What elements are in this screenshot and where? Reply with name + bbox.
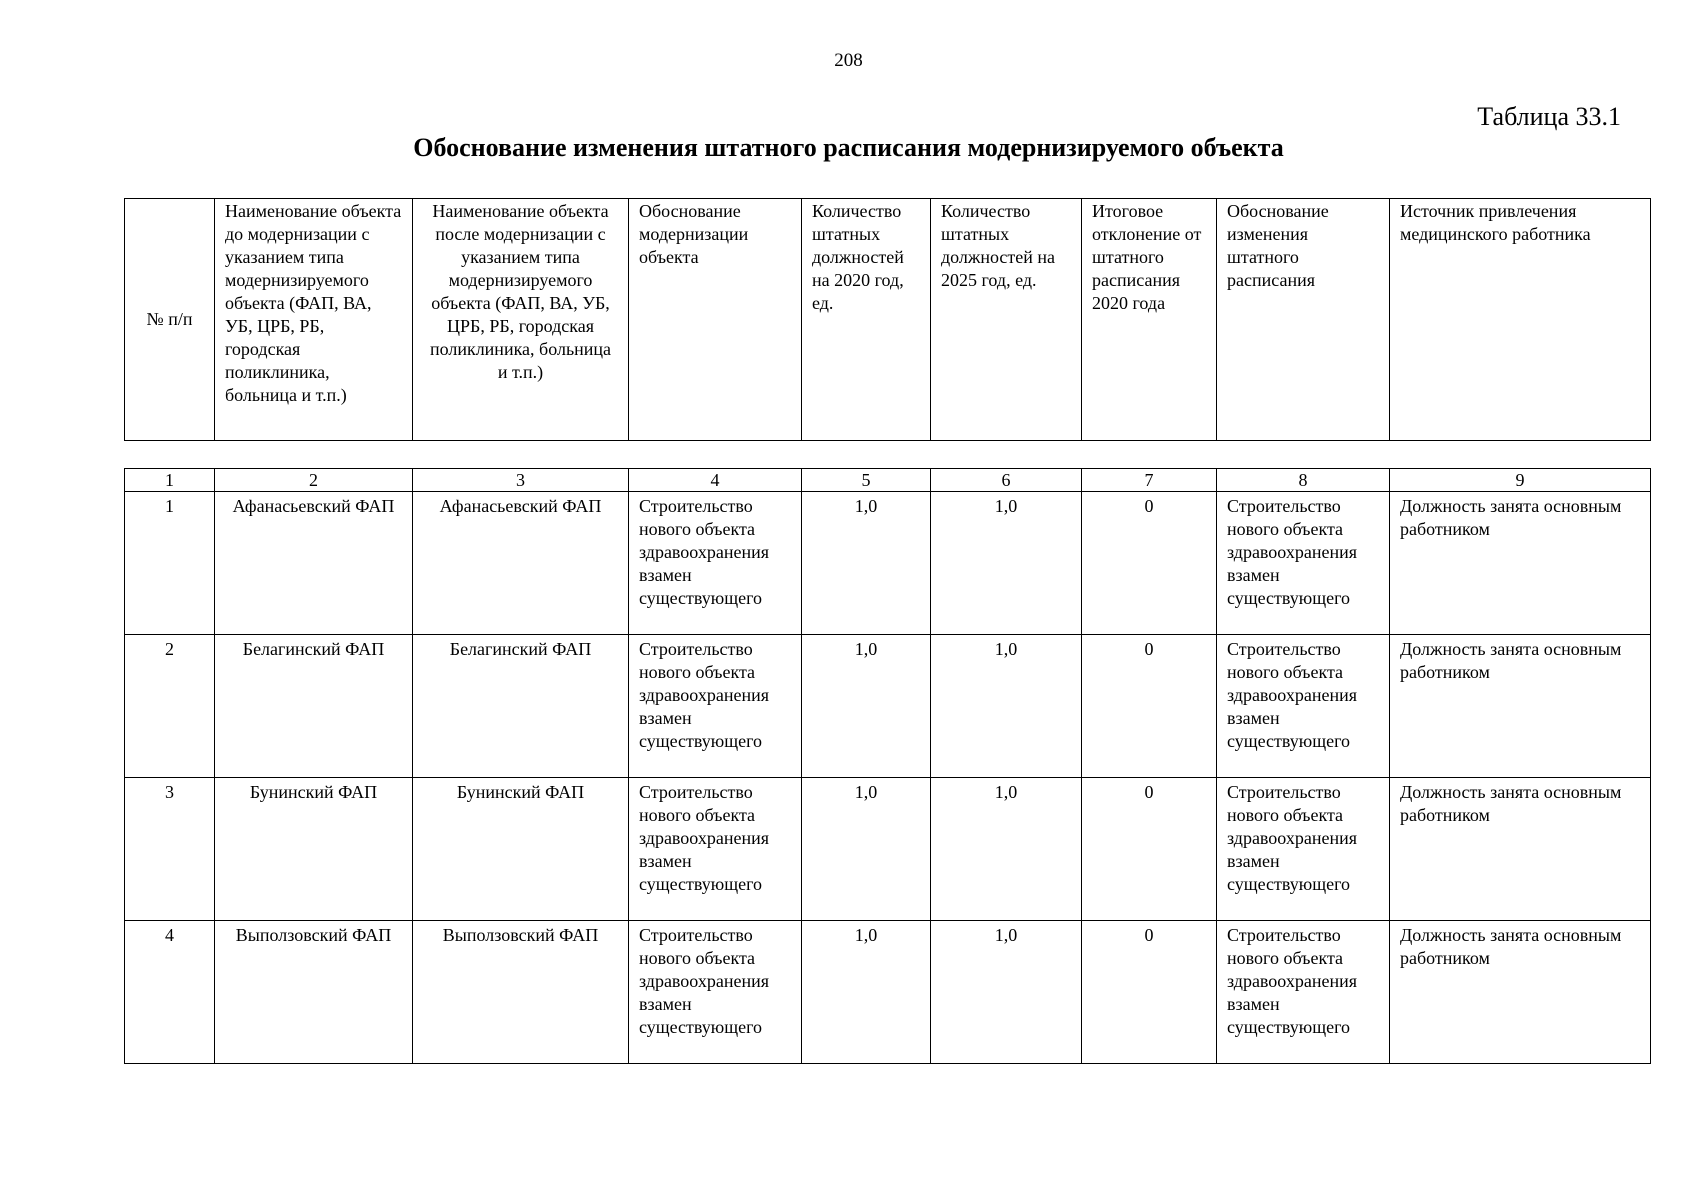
column-number: 5 xyxy=(802,469,931,492)
table-row xyxy=(125,778,1651,921)
page-number: 208 xyxy=(834,50,863,71)
cell-number: 3 xyxy=(125,778,215,921)
column-number: 3 xyxy=(413,469,629,492)
cell-count-2020: 1,0 xyxy=(802,635,931,778)
cell-count-2020: 1,0 xyxy=(802,492,931,635)
cell-number: 1 xyxy=(125,492,215,635)
cell-worker-source: Должность занята основным работником xyxy=(1390,635,1651,778)
header-cell-worker-source: Источник привлечения медицинского работника xyxy=(1390,199,1651,441)
header-cell-deviation: Итоговое отклонение от штатного расписания 2020 года xyxy=(1082,199,1217,441)
cell-count-2020: 1,0 xyxy=(802,778,931,921)
cell-staff-change-justification: Строительство нового объекта здравоохранения взамен существующего xyxy=(1217,492,1390,635)
header-cell-number: № п/п xyxy=(125,199,215,441)
table-row xyxy=(125,492,1651,635)
column-number: 6 xyxy=(931,469,1082,492)
header-cell-staff-change-justification: Обоснование изменения штатного расписания xyxy=(1217,199,1390,441)
document-title: Обоснование изменения штатного расписания модернизируемого объекта xyxy=(413,133,1284,162)
cell-staff-change-justification: Строительство нового объекта здравоохранения взамен существующего xyxy=(1217,921,1390,1064)
cell-justification: Строительство нового объекта здравоохранения взамен существующего xyxy=(629,921,802,1064)
cell-name-before: Бунинский ФАП xyxy=(215,778,413,921)
column-number: 4 xyxy=(629,469,802,492)
cell-staff-change-justification: Строительство нового объекта здравоохранения взамен существующего xyxy=(1217,635,1390,778)
cell-name-after: Афанасьевский ФАП xyxy=(413,492,629,635)
cell-name-after: Бунинский ФАП xyxy=(413,778,629,921)
cell-count-2020: 1,0 xyxy=(802,921,931,1064)
cell-deviation: 0 xyxy=(1082,778,1217,921)
header-cell-name-after: Наименование объекта после модернизации с указанием типа модернизируемого объекта (ФАП, ВА, УБ, ЦРБ, РБ, городская поликлиника, больница и т.п.) xyxy=(413,199,629,441)
cell-deviation: 0 xyxy=(1082,635,1217,778)
cell-number: 2 xyxy=(125,635,215,778)
header-row xyxy=(125,199,1651,441)
cell-justification: Строительство нового объекта здравоохранения взамен существующего xyxy=(629,635,802,778)
header-cell-name-before: Наименование объекта до модернизации с указанием типа модернизируемого объекта (ФАП, ВА, УБ, ЦРБ, РБ, городская поликлиника, больница и т.п.) xyxy=(215,199,413,441)
cell-name-after: Белагинский ФАП xyxy=(413,635,629,778)
data-table xyxy=(124,468,1651,1064)
cell-justification: Строительство нового объекта здравоохранения взамен существующего xyxy=(629,492,802,635)
cell-name-after: Выползовский ФАП xyxy=(413,921,629,1064)
table-row xyxy=(125,921,1651,1064)
cell-worker-source: Должность занята основным работником xyxy=(1390,921,1651,1064)
column-number: 2 xyxy=(215,469,413,492)
cell-count-2025: 1,0 xyxy=(931,778,1082,921)
cell-name-before: Белагинский ФАП xyxy=(215,635,413,778)
column-number-row xyxy=(125,469,1651,492)
header-cell-justification: Обоснование модернизации объекта xyxy=(629,199,802,441)
cell-count-2025: 1,0 xyxy=(931,921,1082,1064)
column-number: 7 xyxy=(1082,469,1217,492)
cell-count-2025: 1,0 xyxy=(931,635,1082,778)
table-label: Таблица 33.1 xyxy=(1477,102,1621,131)
column-number: 9 xyxy=(1390,469,1651,492)
cell-deviation: 0 xyxy=(1082,921,1217,1064)
cell-name-before: Выползовский ФАП xyxy=(215,921,413,1064)
cell-count-2025: 1,0 xyxy=(931,492,1082,635)
column-number: 1 xyxy=(125,469,215,492)
cell-justification: Строительство нового объекта здравоохранения взамен существующего xyxy=(629,778,802,921)
column-number: 8 xyxy=(1217,469,1390,492)
cell-number: 4 xyxy=(125,921,215,1064)
header-cell-count-2025: Количество штатных должностей на 2025 год, ед. xyxy=(931,199,1082,441)
cell-worker-source: Должность занята основным работником xyxy=(1390,492,1651,635)
header-table xyxy=(124,198,1651,441)
table-row xyxy=(125,635,1651,778)
cell-deviation: 0 xyxy=(1082,492,1217,635)
cell-worker-source: Должность занята основным работником xyxy=(1390,778,1651,921)
cell-staff-change-justification: Строительство нового объекта здравоохранения взамен существующего xyxy=(1217,778,1390,921)
header-cell-count-2020: Количество штатных должностей на 2020 год, ед. xyxy=(802,199,931,441)
cell-name-before: Афанасьевский ФАП xyxy=(215,492,413,635)
